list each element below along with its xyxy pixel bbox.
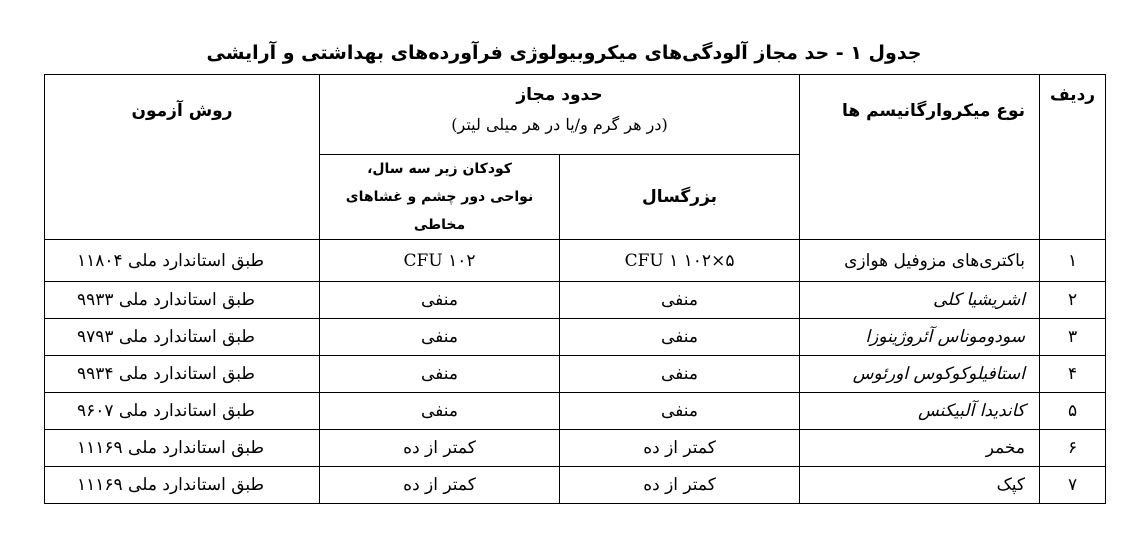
organism-cell: کپک <box>800 467 1040 504</box>
adult-limit-cell: منفی <box>560 393 800 430</box>
child-limit-cell: منفی <box>320 393 560 430</box>
row-number: ۳ <box>1040 319 1106 356</box>
method-cell: طبق استاندارد ملی ۱۱۱۶۹ <box>45 430 320 467</box>
adult-limit-cell: منفی <box>560 319 800 356</box>
child-limit-cell: منفی <box>320 356 560 393</box>
header-children <box>320 155 560 240</box>
row-number: ۱ <box>1040 240 1106 282</box>
child-limit-cell: کمتر از ده <box>320 430 560 467</box>
adult-limit-cell: منفی <box>560 356 800 393</box>
row-number: ۴ <box>1040 356 1106 393</box>
header-limits-title: حدود مجاز <box>516 85 603 105</box>
method-cell: طبق استاندارد ملی ۱۱۸۰۴ <box>45 240 320 282</box>
table-row <box>45 467 1106 504</box>
row-number: ۶ <box>1040 430 1106 467</box>
organism-cell: سودوموناس آئروژینوزا <box>800 319 1040 356</box>
method-cell: طبق استاندارد ملی ۹۶۰۷ <box>45 393 320 430</box>
header-method: روش آزمون <box>45 75 320 240</box>
method-cell: طبق استاندارد ملی ۹۹۳۴ <box>45 356 320 393</box>
row-number: ۷ <box>1040 467 1106 504</box>
microbial-limits-table <box>44 74 1106 504</box>
table-row <box>45 282 1106 319</box>
child-limit-cell: منفی <box>320 319 560 356</box>
table-row <box>45 393 1106 430</box>
method-cell: طبق استاندارد ملی ۹۷۹۳ <box>45 319 320 356</box>
header-limits-unit: (در هر گرم و/یا در هر میلی لیتر) <box>451 115 668 134</box>
adult-limit-cell: کمتر از ده <box>560 430 800 467</box>
table-row <box>45 319 1106 356</box>
organism-cell: کاندیدا آلبیکنس <box>800 393 1040 430</box>
organism-cell: استافیلوکوکوس اورئوس <box>800 356 1040 393</box>
adult-limit-cell: ۵×۱۰۲ CFU ۱ <box>560 240 800 282</box>
table-row <box>45 356 1106 393</box>
header-children-line2: نواحی دور چشم و غشاهای مخاطی <box>345 189 534 233</box>
organism-cell: مخمر <box>800 430 1040 467</box>
row-number: ۲ <box>1040 282 1106 319</box>
header-row-no: ردیف <box>1040 75 1106 240</box>
adult-limit-cell: کمتر از ده <box>560 467 800 504</box>
table-row <box>45 430 1106 467</box>
child-limit-cell: کمتر از ده <box>320 467 560 504</box>
organism-cell: باکتری‌های مزوفیل هوازی <box>800 240 1040 282</box>
header-adults: بزرگسال <box>560 155 800 240</box>
organism-cell: اشریشیا کلی <box>800 282 1040 319</box>
child-limit-cell: منفی <box>320 282 560 319</box>
method-cell: طبق استاندارد ملی ۱۱۱۶۹ <box>45 467 320 504</box>
row-number: ۵ <box>1040 393 1106 430</box>
method-cell: طبق استاندارد ملی ۹۹۳۳ <box>45 282 320 319</box>
table-title: جدول ۱ - حد مجاز آلودگی‌های میکروبیولوژی فرآورده‌های بهداشتی و آرایشی <box>206 42 922 64</box>
adult-limit-cell: منفی <box>560 282 800 319</box>
child-limit-cell: ۱۰۲ CFU <box>320 240 560 282</box>
header-children-line1: کودکان زیر سه سال، <box>367 161 512 177</box>
header-organism: نوع میکروارگانیسم ها <box>800 75 1040 240</box>
header-limits <box>320 75 800 155</box>
table-row <box>45 240 1106 282</box>
